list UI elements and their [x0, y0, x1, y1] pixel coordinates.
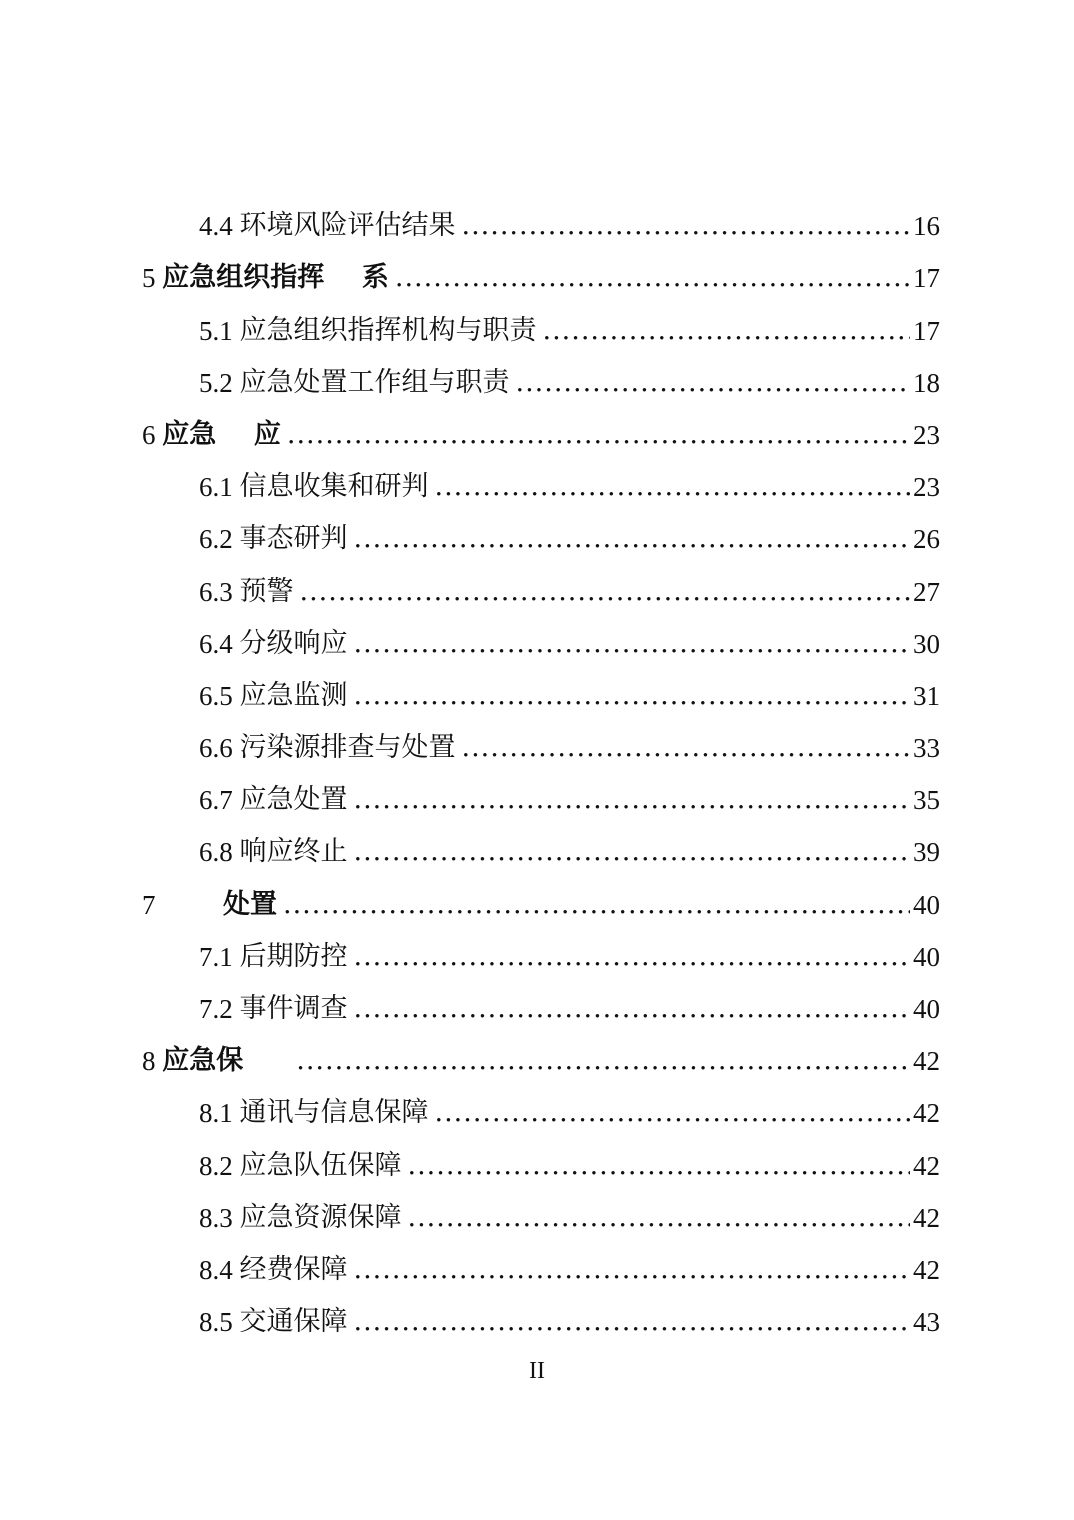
toc-entry-title: 事态研判 — [239, 523, 348, 555]
toc-entry[interactable] — [0, 401, 1074, 453]
toc-entry-title: 处置 — [223, 888, 277, 920]
toc-entry-number: 8.5 — [199, 1307, 240, 1338]
toc-entry[interactable] — [0, 1027, 1074, 1079]
toc-entry-title: 经费保障 — [239, 1253, 348, 1285]
toc-leader-dots — [395, 260, 910, 296]
toc-entry-title: 应急组织指挥 系 — [162, 262, 389, 294]
toc-leader-dots — [354, 834, 911, 870]
toc-leader-dots — [435, 1095, 911, 1131]
toc-entry-page: 42 — [913, 1254, 940, 1285]
toc-entry-number: 7 — [142, 889, 223, 920]
toc-leader-dots — [462, 730, 911, 766]
toc-entry-number: 8.1 — [199, 1098, 240, 1129]
toc-entry-page: 42 — [913, 1098, 940, 1129]
toc-leader-dots — [408, 1148, 911, 1184]
toc-entry-page: 31 — [913, 680, 940, 711]
toc-entry-title: 事件调查 — [239, 993, 348, 1024]
toc-entry[interactable] — [0, 296, 1074, 348]
toc-entry[interactable] — [0, 557, 1074, 609]
toc-leader-dots — [300, 574, 911, 610]
toc-entry-title: 应急监测 — [239, 679, 348, 711]
toc-entry-title: 预警 — [239, 575, 294, 607]
toc-entry-number: 8.4 — [199, 1254, 240, 1285]
toc-entry[interactable] — [0, 610, 1074, 662]
toc-entry-page: 23 — [913, 472, 940, 503]
toc-entry-number: 6 — [142, 419, 163, 450]
page-number: II — [529, 1358, 545, 1384]
toc-entry-page: 18 — [913, 367, 940, 398]
toc-leader-dots — [516, 365, 911, 401]
toc-entry-title: 应急队伍保障 — [239, 1149, 402, 1181]
toc-entry-number: 7.2 — [199, 994, 240, 1024]
toc-entry-number: 6.5 — [199, 680, 240, 711]
toc-entry[interactable] — [0, 662, 1074, 714]
toc-entry[interactable] — [0, 192, 1074, 244]
toc-entry-page: 17 — [913, 263, 940, 294]
toc-entry-title: 污染源排查与处置 — [239, 732, 456, 764]
toc-entry-title: 应急 应 — [162, 418, 281, 450]
toc-leader-dots — [354, 782, 911, 818]
toc-entry-number: 6.8 — [199, 837, 240, 868]
toc-entry[interactable] — [0, 349, 1074, 401]
toc-entry-number: 4.4 — [199, 211, 240, 242]
toc-entry-number: 6.2 — [199, 524, 240, 555]
toc-entry-page: 23 — [913, 419, 940, 450]
toc-entry[interactable] — [0, 1288, 1074, 1340]
toc-leader-dots — [354, 678, 911, 714]
toc-entry-page: 33 — [913, 733, 940, 764]
toc-entry-title: 通讯与信息保障 — [239, 1097, 429, 1129]
toc-entry-number: 8.2 — [199, 1150, 240, 1181]
toc-entry-page: 40 — [913, 994, 940, 1024]
toc-leader-dots — [354, 626, 911, 662]
toc-entry-title: 应急组织指挥机构与职责 — [239, 314, 537, 346]
toc-entry-title: 信息收集和研判 — [239, 471, 429, 503]
toc-leader-dots — [408, 1200, 911, 1236]
toc-entry[interactable] — [0, 453, 1074, 505]
toc-entry-number: 8.3 — [199, 1202, 240, 1233]
toc-leader-dots — [283, 887, 910, 923]
toc-entry-page: 42 — [913, 1202, 940, 1233]
toc-leader-dots — [354, 1252, 911, 1288]
toc-entry-number: 6.6 — [199, 733, 240, 764]
toc-entry-page: 26 — [913, 524, 940, 555]
toc-entry-number: 6.4 — [199, 628, 240, 659]
toc-entry-title: 应急处置工作组与职责 — [239, 366, 510, 398]
toc-entry-title: 应急处置 — [239, 784, 348, 816]
toc-leader-dots — [354, 939, 911, 975]
toc-entry-title: 应急资源保障 — [239, 1201, 402, 1233]
toc-entry[interactable] — [0, 1131, 1074, 1183]
toc-entry-number: 6.3 — [199, 576, 240, 607]
toc-entry-page: 42 — [913, 1150, 940, 1181]
toc-entry-page: 35 — [913, 785, 940, 816]
toc-entry-title: 分级响应 — [239, 627, 348, 659]
toc-entry[interactable] — [0, 870, 1074, 922]
toc-entry[interactable] — [0, 244, 1074, 296]
toc-entry-page: 30 — [913, 628, 940, 659]
toc-leader-dots — [435, 469, 911, 505]
toc-entry-number: 8 — [142, 1046, 163, 1077]
toc-entry-title: 环境风险评估结果 — [239, 210, 456, 242]
toc-entry[interactable] — [0, 975, 1074, 1027]
toc-leader-dots — [296, 1043, 910, 1079]
toc-leader-dots — [462, 208, 911, 244]
toc-entry[interactable] — [0, 505, 1074, 557]
toc-leader-dots — [287, 417, 910, 453]
toc-entry-number: 5.2 — [199, 367, 240, 398]
toc-entry-page: 40 — [913, 889, 940, 920]
toc-entry[interactable] — [0, 766, 1074, 818]
toc-entry[interactable] — [0, 818, 1074, 870]
toc-entry-number: 7.1 — [199, 941, 240, 972]
toc-entry-page: 43 — [913, 1307, 940, 1338]
toc-entry-number: 6.1 — [199, 472, 240, 503]
toc-entry[interactable] — [0, 923, 1074, 975]
toc-entry-page: 27 — [913, 576, 940, 607]
toc-entry[interactable] — [0, 1184, 1074, 1236]
toc-entry-page: 40 — [913, 941, 940, 972]
toc-entry-number: 6.7 — [199, 785, 240, 816]
toc-leader-dots — [354, 991, 911, 1027]
toc-leader-dots — [354, 521, 911, 557]
toc-entry-number: 5.1 — [199, 315, 240, 346]
toc-entry-page: 42 — [913, 1046, 940, 1077]
toc-leader-dots — [354, 1304, 911, 1340]
toc-entry-page: 39 — [913, 837, 940, 868]
toc-entry-page: 17 — [913, 315, 940, 346]
table-of-contents — [0, 192, 1074, 1340]
toc-entry-title: 交通保障 — [239, 1306, 348, 1338]
toc-entry-number: 5 — [142, 263, 163, 294]
toc-entry-title: 应急保 — [162, 1045, 291, 1077]
toc-leader-dots — [543, 313, 911, 349]
toc-entry[interactable] — [0, 1236, 1074, 1288]
toc-entry[interactable] — [0, 1079, 1074, 1131]
toc-entry-title: 响应终止 — [239, 836, 348, 868]
toc-entry[interactable] — [0, 714, 1074, 766]
toc-entry-title: 后期防控 — [239, 940, 348, 972]
toc-entry-page: 16 — [913, 211, 940, 242]
